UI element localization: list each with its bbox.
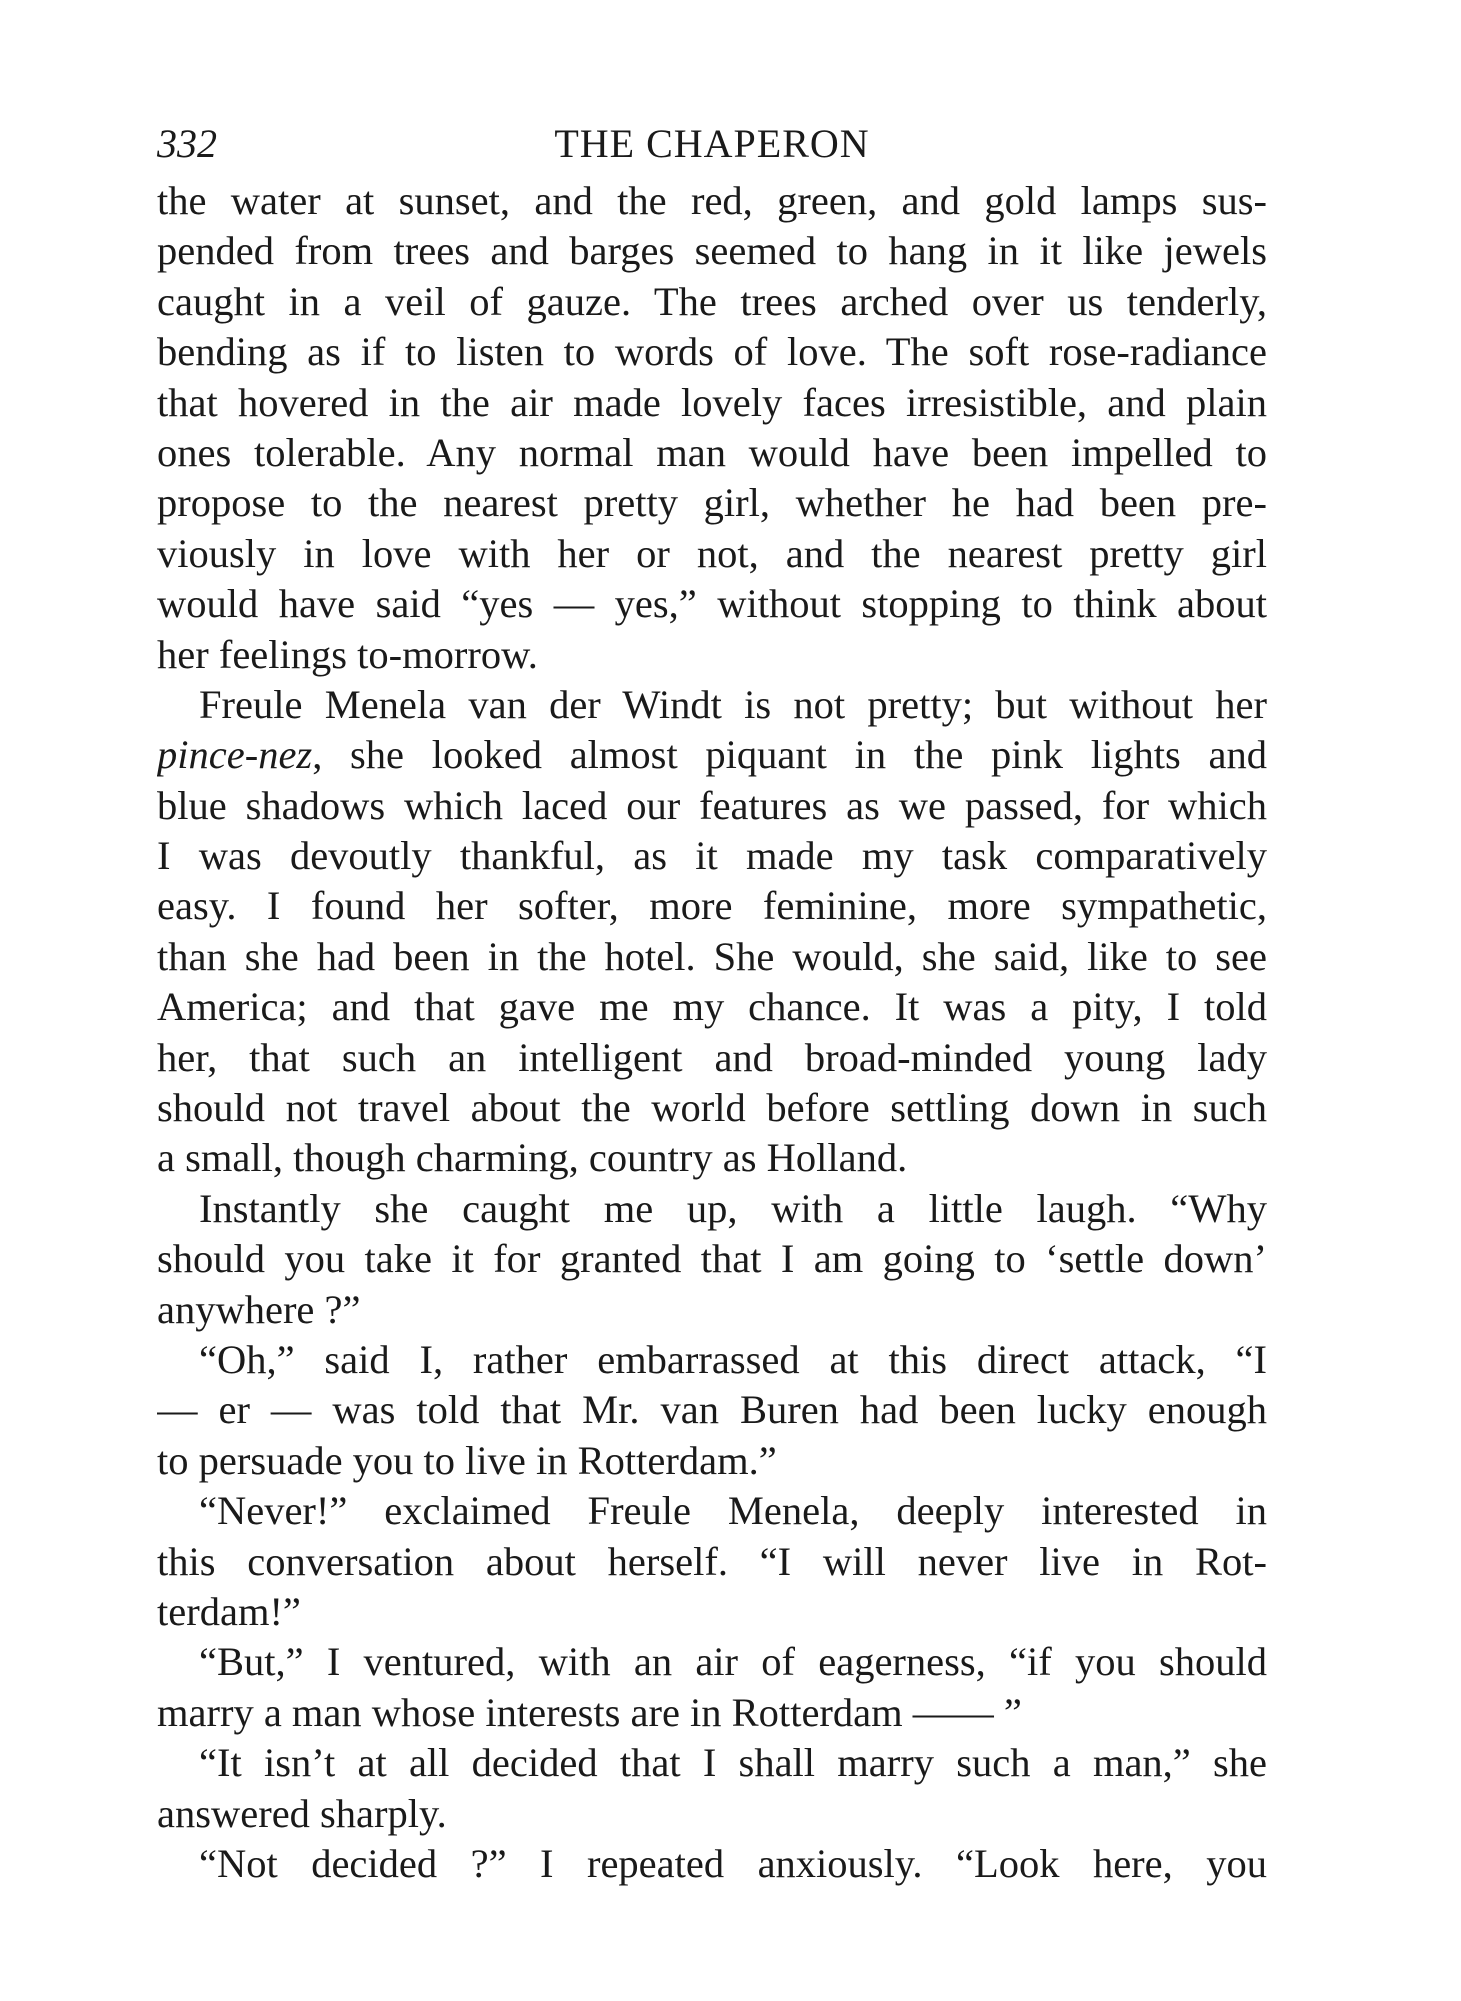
text-line: would have said “yes — yes,” without stopping to think about	[157, 581, 1267, 627]
text-line: should you take it for granted that I am going to ‘settle down’	[157, 1236, 1267, 1282]
text-line: her feelings to-morrow.	[157, 631, 538, 677]
text-line: “But,” I ventured, with an air of eagerness, “if you should	[199, 1639, 1267, 1685]
text-line: a small, though charming, country as Holland.	[157, 1135, 908, 1181]
text-line: — er — was told that Mr. van Buren had been lucky enough	[157, 1387, 1267, 1433]
text-line: this conversation about herself. “I will never live in Rot-	[157, 1538, 1267, 1584]
text-line: I was devoutly thankful, as it made my task comparatively	[157, 833, 1267, 879]
page-number: 332	[157, 121, 217, 166]
body-text	[157, 176, 1267, 1889]
text-line: easy. I found her softer, more feminine, more sympathetic,	[157, 883, 1267, 929]
text-line-composite	[157, 730, 1267, 780]
text-line: pended from trees and barges seemed to hang in it like jewels	[157, 228, 1267, 274]
text-line: that hovered in the air made lovely faces irresistible, and plain	[157, 379, 1267, 425]
text-segment: , she looked almost piquant in the pink lights and	[312, 732, 1267, 778]
text-line: ones tolerable. Any normal man would have been impelled to	[157, 429, 1267, 475]
running-head	[157, 112, 1267, 176]
italic-term: pince-nez	[157, 732, 313, 778]
text-line: propose to the nearest pretty girl, whether he had been pre-	[157, 480, 1267, 526]
text-line: anywhere ?”	[157, 1286, 361, 1332]
text-line: to persuade you to live in Rotterdam.”	[157, 1437, 777, 1483]
text-line: “Not decided ?” I repeated anxiously. “Look here, you	[199, 1840, 1267, 1886]
text-line: marry a man whose interests are in Rotterdam —— ”	[157, 1689, 1022, 1735]
text-line: Freule Menela van der Windt is not pretty; but without her	[199, 681, 1267, 727]
text-line: viously in love with her or not, and the nearest pretty girl	[157, 530, 1267, 576]
text-line: her, that such an intelligent and broad-minded young lady	[157, 1034, 1267, 1080]
text-line: answered sharply.	[157, 1790, 447, 1836]
book-page	[157, 112, 1267, 1889]
text-line: “Never!” exclaimed Freule Menela, deeply interested in	[199, 1488, 1267, 1534]
text-line: should not travel about the world before settling down in such	[157, 1085, 1267, 1131]
text-line: “Oh,” said I, rather embarrassed at this direct attack, “I	[199, 1336, 1267, 1382]
text-line: “It isn’t at all decided that I shall marry such a man,” she	[199, 1740, 1267, 1786]
text-line: blue shadows which laced our features as we passed, for which	[157, 782, 1267, 828]
text-line: terdam!”	[157, 1588, 301, 1634]
text-line: America; and that gave me my chance. It was a pity, I told	[157, 984, 1267, 1030]
text-line: the water at sunset, and the red, green, and gold lamps sus-	[157, 178, 1267, 223]
text-line: bending as if to listen to words of love. The soft rose-radiance	[157, 329, 1267, 375]
text-line: Instantly she caught me up, with a little laugh. “Why	[199, 1185, 1267, 1231]
text-line: than she had been in the hotel. She would, she said, like to see	[157, 933, 1267, 979]
text-line: caught in a veil of gauze. The trees arched over us tenderly,	[157, 278, 1267, 324]
book-title: THE CHAPERON	[554, 121, 870, 166]
